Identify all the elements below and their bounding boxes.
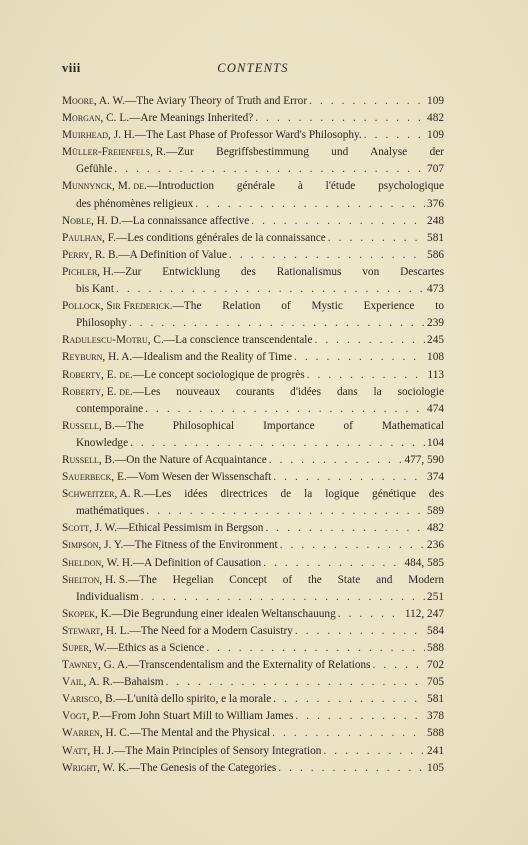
contents-entry — [62, 144, 444, 178]
contents-entry — [62, 110, 444, 127]
contents-entry — [62, 230, 444, 247]
entry-title: —L'unità dello spirito, e la morale — [115, 693, 272, 706]
dot-leader — [166, 674, 426, 691]
page-number: viii — [62, 61, 81, 75]
entry-author: Sauerbeck, E. — [62, 471, 127, 484]
entry-title-continued: Knowledge — [76, 436, 129, 449]
contents-entry — [62, 657, 444, 674]
entry-pages: 112, 247 — [404, 607, 444, 620]
contents-entry — [62, 555, 444, 572]
entry-title: —A Definition of Causation — [132, 556, 262, 569]
entry-author: Paulhan, F. — [62, 231, 116, 244]
entry-title-continued: bis Kant — [76, 283, 114, 296]
entry-author: Tawney, G. A. — [62, 659, 128, 672]
dot-leader — [294, 349, 425, 366]
entry-title: —Transcendentalism and the Externality of Relations — [127, 659, 371, 672]
dot-leader — [373, 657, 425, 674]
contents-entry — [62, 725, 444, 742]
dot-leader — [129, 315, 425, 332]
entry-pages: 477, 590 — [404, 453, 444, 466]
entry-author: Radulescu-Motru, C. — [62, 334, 164, 347]
entry-author: Pollock, Sir Frederick. — [62, 300, 173, 313]
entry-title-continued: Gefühle — [76, 163, 113, 176]
entry-title: —Les nouveaux courants d'idées dans la sociologie — [132, 385, 444, 398]
entry-author: Stewart, H. L. — [62, 624, 130, 637]
contents-entry — [62, 264, 444, 298]
entry-author: Russell, B. — [62, 453, 115, 466]
entry-author: Roberty, E. de. — [62, 368, 133, 381]
entry-author: Super, W. — [62, 642, 107, 654]
entry-pages: 376 — [427, 197, 444, 210]
contents-entry — [62, 349, 444, 366]
entry-title-continued: contemporaine — [76, 402, 144, 415]
dot-leader — [280, 537, 425, 554]
entry-pages: 482 — [427, 522, 444, 535]
entry-author: Perry, R. B. — [62, 248, 119, 261]
entry-author: Reyburn, H. A. — [62, 351, 133, 364]
entry-title: —The Need for a Modern Casuistry — [129, 624, 293, 637]
dot-leader — [114, 161, 425, 178]
entry-title: —On the Nature of Acquaintance — [114, 453, 267, 466]
entry-author: Moore, A. W. — [62, 95, 125, 107]
entry-author: Simpson, J. Y. — [62, 539, 124, 552]
contents-entry — [62, 298, 444, 332]
entry-pages: 705 — [427, 676, 444, 689]
entry-title: —The Philosophical Importance of Mathematical — [114, 419, 444, 432]
dot-leader — [338, 606, 403, 623]
dot-leader — [307, 367, 426, 384]
entry-title: —La connaissance affective — [121, 214, 250, 227]
entry-pages: 248 — [427, 214, 444, 227]
entry-pages: 581 — [427, 231, 444, 244]
entry-author: Schweitzer, A. R. — [62, 488, 144, 501]
contents-entry — [62, 418, 444, 452]
entry-title: —La conscience transcendentale — [163, 334, 313, 347]
entry-author: Scott, J. W. — [62, 522, 118, 535]
contents-entry — [62, 623, 444, 640]
entry-pages: 586 — [427, 248, 444, 261]
entry-author: Noble, H. D. — [62, 214, 122, 227]
dot-leader — [130, 435, 425, 452]
contents-entry — [62, 572, 444, 606]
dot-leader — [255, 110, 425, 127]
contents-entry — [62, 332, 444, 349]
dot-leader — [265, 520, 425, 537]
dot-leader — [273, 691, 425, 708]
dot-leader — [229, 247, 425, 264]
entry-author: Sheldon, W. H. — [62, 556, 133, 569]
contents-entry — [62, 127, 444, 144]
entry-title: —Zur Begriffsbestimmung und Analyse der — [166, 146, 444, 159]
dot-leader — [364, 127, 425, 144]
entry-title-continued: mathématiques — [76, 505, 145, 518]
entry-pages: 241 — [427, 744, 444, 757]
dot-leader — [141, 589, 425, 606]
entry-title: —Die Begrundung einer idealen Weltanschauung — [111, 607, 336, 620]
page-header — [62, 61, 444, 77]
dot-leader — [295, 623, 425, 640]
contents-entry — [62, 93, 444, 110]
entry-title: —The Hegelian Concept of the State and Modern — [127, 573, 444, 586]
entry-pages: 588 — [427, 727, 444, 740]
contents-entry — [62, 743, 444, 760]
entry-author: Müller-Freienfels, R. — [62, 146, 167, 159]
running-title: CONTENTS — [217, 61, 289, 75]
entry-author: Warren, H. C. — [62, 727, 130, 740]
entry-pages: 108 — [427, 351, 444, 364]
contents-entry — [62, 520, 444, 537]
entry-title: —Introduction générale à l'étude psychologique — [146, 180, 444, 193]
entry-title-continued: Individualism — [76, 590, 139, 603]
contents-entry — [62, 247, 444, 264]
entry-pages: 474 — [427, 402, 444, 415]
entry-title: —Ethics as a Science — [106, 642, 205, 654]
entry-pages: 113 — [427, 368, 444, 381]
entry-title: —Idealism and the Reality of Time — [132, 351, 292, 364]
entry-title: —Le concept sociologique de progrès — [132, 368, 305, 381]
entry-pages: 109 — [427, 129, 444, 142]
entry-title: —Are Meanings Inherited? — [129, 112, 254, 125]
dot-leader — [309, 93, 425, 110]
entry-title: —Bahaism — [112, 676, 164, 689]
entry-pages: 236 — [427, 539, 444, 552]
entry-title: —The Mental and the Physical — [129, 727, 271, 740]
entry-author: Vogt, P. — [62, 710, 101, 723]
dot-leader — [323, 743, 425, 760]
entry-author: Muirhead, J. H. — [62, 129, 135, 142]
entry-pages: 378 — [427, 710, 444, 723]
contents-entry — [62, 760, 444, 777]
dot-leader — [195, 196, 425, 213]
entry-pages: 374 — [427, 471, 444, 484]
entry-pages: 473 — [427, 283, 444, 296]
entry-author: Morgan, C. L. — [62, 112, 130, 125]
entry-author: Wright, W. K. — [62, 761, 129, 774]
contents-entry — [62, 367, 444, 384]
contents-entry — [62, 691, 444, 708]
contents-entry — [62, 486, 444, 520]
dot-leader — [263, 555, 402, 572]
dot-leader — [278, 760, 425, 777]
entry-title: —The Main Principles of Sensory Integration — [114, 744, 322, 757]
entry-author: Watt, H. J. — [62, 744, 115, 757]
entry-pages: 589 — [427, 505, 444, 518]
entry-author: Vail, A. R. — [62, 676, 113, 689]
entry-author: Varisco, B. — [62, 693, 116, 706]
dot-leader — [251, 213, 425, 230]
entry-author: Russell, B. — [62, 419, 115, 432]
contents-entry — [62, 674, 444, 691]
entry-pages: 702 — [427, 659, 444, 672]
entry-title: —Ethical Pessimism in Bergson — [117, 522, 264, 535]
entry-title: —Les idées directrices de la logique génétique des — [143, 488, 444, 501]
dot-leader — [272, 725, 425, 742]
entry-pages: 482 — [427, 112, 444, 125]
dot-leader — [146, 503, 425, 520]
entry-author: Shelton, H. S. — [62, 573, 128, 586]
contents-entry — [62, 640, 444, 657]
entry-pages: 581 — [427, 693, 444, 706]
entry-author: Munnynck, M. de. — [62, 180, 147, 193]
entry-pages: 105 — [427, 761, 444, 774]
contents-entry — [62, 469, 444, 486]
dot-leader — [145, 401, 425, 418]
contents-entry — [62, 606, 444, 623]
dot-leader — [314, 332, 425, 349]
entry-pages: 584 — [427, 624, 444, 637]
entry-author: Roberty, E. de. — [62, 385, 133, 398]
entry-title: —The Relation of Mystic Experience to — [172, 300, 444, 313]
contents-entry — [62, 213, 444, 230]
entry-author: Skopek, K. — [62, 607, 112, 620]
dot-leader — [269, 452, 403, 469]
entry-pages: 245 — [427, 334, 444, 347]
entry-title: —The Last Phase of Professor Ward's Philosophy. — [134, 129, 362, 142]
entry-title-continued: Philosophy — [76, 317, 127, 330]
contents-entry — [62, 384, 444, 418]
contents-entry — [62, 708, 444, 725]
dot-leader — [116, 281, 425, 298]
entry-title: —Zur Entwicklung des Rationalismus von Descartes — [113, 265, 444, 278]
contents-list — [62, 93, 444, 777]
entry-title: —The Aviary Theory of Truth and Error — [124, 95, 308, 107]
dot-leader — [328, 230, 425, 247]
contents-entry — [62, 178, 444, 212]
dot-leader — [206, 640, 425, 657]
entry-pages: 707 — [427, 163, 444, 176]
entry-title: —Vom Wesen der Wissenschaft — [126, 471, 272, 484]
entry-title: —A Definition of Value — [118, 248, 228, 261]
entry-title: —From John Stuart Mill to William James — [100, 710, 294, 723]
entry-pages: 239 — [427, 317, 444, 330]
entry-pages: 588 — [427, 642, 444, 654]
dot-leader — [295, 708, 425, 725]
entry-author: Pichler, H. — [62, 265, 114, 278]
entry-title-continued: des phénomènes religieux — [76, 197, 194, 210]
entry-pages: 251 — [427, 590, 444, 603]
entry-pages: 104 — [427, 436, 444, 449]
dot-leader — [273, 469, 425, 486]
entry-title: —The Genesis of the Categories — [128, 761, 277, 774]
entry-pages: 484, 585 — [404, 556, 444, 569]
contents-entry — [62, 537, 444, 554]
entry-title: —The Fitness of the Environment — [123, 539, 278, 552]
entry-title: —Les conditions générales de la connaissance — [115, 231, 326, 244]
contents-entry — [62, 452, 444, 469]
entry-pages: 109 — [427, 95, 444, 107]
